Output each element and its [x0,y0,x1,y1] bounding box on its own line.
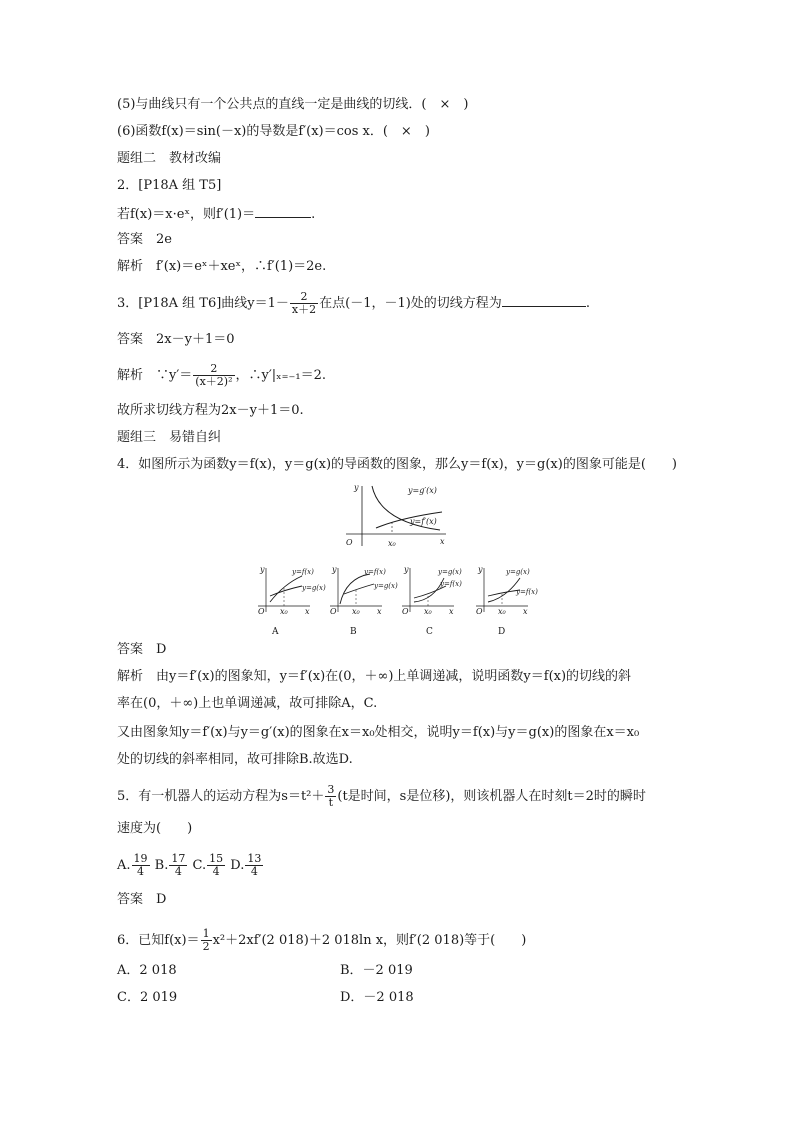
svg-text:x: x [449,607,454,616]
g-prime-label: y=g′(x) [408,486,437,495]
problem6-option-b: B．－2 019 [340,963,413,978]
svg-text:y=g(x): y=g(x) [506,568,530,576]
svg-text:x: x [377,607,382,616]
svg-text:y: y [478,565,483,574]
problem5-stem-a: 5．有一机器人的运动方程为s＝t²＋ [117,789,325,804]
fraction-denominator: t [328,796,334,809]
svg-text:O: O [402,607,409,616]
fraction-denominator: x＋2 [291,303,317,316]
main-x-label: x [440,537,445,546]
problem6-stem-b: x²＋2xf′(2 018)＋2 018ln x，则f′(2 018)等于( ) [212,933,527,948]
problem3-conclusion: 故所求切线方程为2x－y＋1＝0. [117,403,304,418]
option-c-graph [402,565,462,637]
svg-text:O: O [330,607,337,616]
svg-text:y: y [260,565,265,574]
svg-text:y=f(x): y=f(x) [516,588,538,596]
q5-item: (5)与曲线只有一个公共点的直线一定是曲线的切线．( × ) [117,97,469,112]
problem2-stem: 若f(x)＝x·eˣ，则f′(1)＝ . [117,204,315,224]
problem4-analysis-4: 处的切线的斜率相同，故可排除B.故选D. [117,752,353,767]
problem5-fraction [325,784,336,809]
problem2-answer: 答案 2e [117,232,172,247]
problem5-stem-c: 速度为( ) [117,821,193,836]
fraction-numerator: 2 [290,291,318,304]
problem4-analysis-2: 率在(0，＋∞)上也单调递减，故可排除A，C. [117,696,378,711]
fraction-numerator: 3 [327,783,335,796]
svg-text:y=g(x): y=g(x) [438,568,462,576]
problem6-option-d: D．－2 018 [340,990,414,1005]
option-d: D. $\frac{13}{4}$ [230,852,262,878]
q6-item: (6)函数f(x)＝sin(－x)的导数是f′(x)＝cos x．( × ) [117,124,430,139]
svg-text:y=g(x): y=g(x) [374,582,398,590]
problem3-analysis-b: ，∴y′|ₓ₌₋₁＝2. [235,368,327,383]
problem6-option-c: C．2 019 [117,990,178,1005]
problem2-analysis: 解析 f′(x)＝eˣ＋xeˣ，∴f′(1)＝2e. [117,259,327,274]
svg-text:y=f(x): y=f(x) [364,568,386,576]
problem4-analysis-1: 解析 由y＝f′(x)的图象知，y＝f′(x)在(0，＋∞)上单调递减，说明函数y＝f(x)的切线的斜 [117,669,632,684]
svg-text:y: y [404,565,409,574]
fraction-denominator: (x＋2)² [195,375,233,388]
svg-text:y=g(x): y=g(x) [302,584,326,592]
problem6-stem [117,928,526,953]
problem3-fraction [290,291,318,316]
option-a-letter: A [272,627,279,637]
fraction-numerator: 2 [193,363,234,376]
option-a-graph [258,565,326,637]
svg-text:O: O [258,607,265,616]
svg-text:x₀: x₀ [280,607,288,616]
fraction-denominator: 2 [202,940,210,953]
f-prime-label: y=f′(x) [410,517,437,526]
fraction-numerator: 1 [202,927,210,940]
svg-text:y=f(x): y=f(x) [292,568,314,576]
problem3-stem-b: 在点(－1，－1)处的切线方程为 [319,296,502,311]
problem5-answer: 答案 D [117,892,167,907]
problem3-analysis [117,363,326,388]
problem3-stem: 3．[P18A 组 T6]曲线y＝1－ $\frac{2}{x+2}$ 在点(－1，－1)处的切线方程为 . [117,290,590,316]
problem6-stem-a: 6．已知f(x)＝ [117,933,200,948]
svg-text:x: x [523,607,528,616]
svg-text:x₀: x₀ [424,607,432,616]
option-a: A. $\frac{19}{4}$ [117,852,148,878]
problem5-stem-b: (t是时间，s是位移)，则该机器人在时刻t＝2时的瞬时 [337,789,646,804]
problem4-analysis-3: 又由图象知y＝f′(x)与y＝g′(x)的图象在x＝x₀处相交，说明y＝f(x)与y＝g(x)的图象在x＝x₀ [117,725,640,740]
problem2-stem-text: 若f(x)＝x·eˣ，则f′(1)＝ [117,207,256,222]
problem3-stem-a: 3．[P18A 组 T6]曲线y＝1－ [117,296,289,311]
option-d-graph [476,565,538,637]
answer-blank [502,293,586,307]
problem4-figure [250,478,550,638]
main-origin-label: O [346,538,353,547]
group3-title: 题组三 易错自纠 [117,430,222,445]
problem3-answer: 答案 2x－y＋1＝0 [117,332,235,347]
problem5-stem [117,784,646,809]
svg-text:y=f(x): y=f(x) [440,580,462,588]
main-y-label: y [354,483,359,492]
option-b: B. $\frac{17}{4}$ [154,852,186,878]
problem5-options [117,853,264,878]
problem6-fraction [201,928,212,953]
svg-text:x: x [305,607,310,616]
option-d-letter: D [498,627,506,637]
option-c-letter: C [426,627,433,637]
option-b-graph [330,565,398,637]
svg-text:O: O [476,607,483,616]
problem2-heading: 2．[P18A 组 T5] [117,178,222,193]
answer-blank [255,204,311,218]
analysis-fraction [193,363,234,388]
svg-text:x₀: x₀ [498,607,506,616]
svg-text:x₀: x₀ [352,607,360,616]
option-c: C. $\frac{15}{4}$ [192,852,224,878]
problem4-answer: 答案 D [117,642,167,657]
problem3-analysis-a: 解析 ∵y′＝ [117,368,193,383]
problem4-stem: 4．如图所示为函数y＝f(x)，y＝g(x)的导函数的图象，那么y＝f(x)，y＝g(x)的图象可能是( ) [117,457,677,472]
problem6-option-a: A．2 018 [117,963,177,978]
main-derivative-graph [346,483,446,548]
option-b-letter: B [350,627,357,637]
main-x0-label: x₀ [388,539,396,548]
svg-text:y: y [332,565,337,574]
group2-title: 题组二 教材改编 [117,151,222,166]
